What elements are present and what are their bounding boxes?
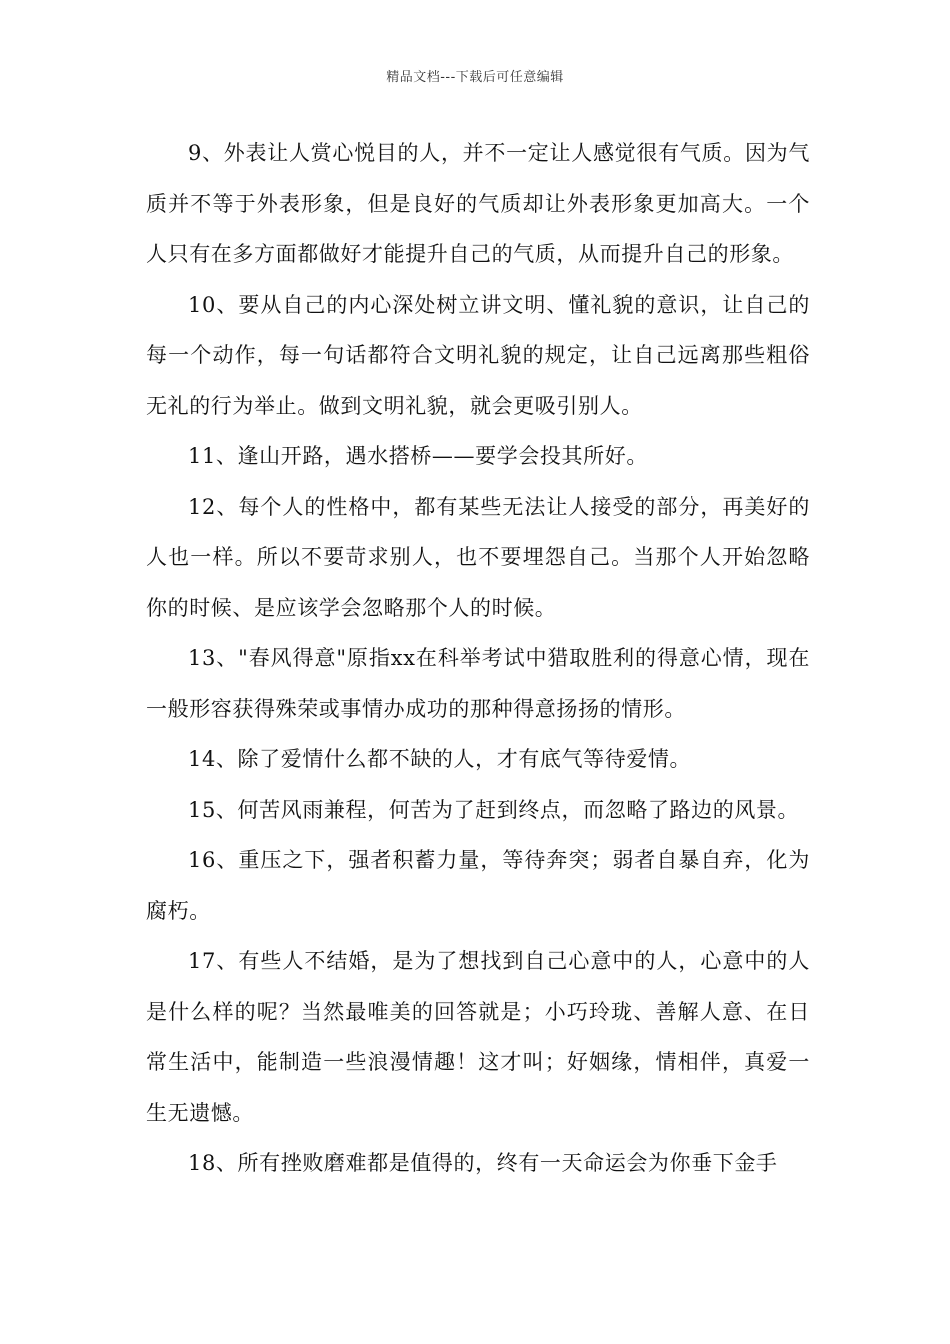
paragraph-13: 13、"春风得意"原指xx在科举考试中猎取胜利的得意心情，现在一般形容获得殊荣或事情办成功的那种得意扬扬的情形。 (146, 646, 810, 721)
paragraph-15: 15、何苦风雨兼程，何苦为了赶到终点，而忽略了路边的风景。 (188, 797, 800, 822)
paragraph-9: 9、外表让人赏心悦目的人，并不一定让人感觉很有气质。因为气质并不等于外表形象，但是良好的气质却让外表形象更加高大。一个人只有在多方面都做好才能提升自己的气质，从而提升自己的形象。 (146, 141, 810, 266)
page-header: 精品文档---下载后可任意编辑 (386, 70, 564, 85)
paragraph-17: 17、有些人不结婚，是为了想找到自己心意中的人，心意中的人是什么样的呢？当然最唯美的回答就是；小巧玲珑、善解人意、在日常生活中，能制造一些浪漫情趣！这才叫；好姻缘，情相伴，真爱一生无遗憾。 (146, 949, 810, 1125)
document-body (146, 128, 810, 1189)
paragraph-10: 10、要从自己的内心深处树立讲文明、懂礼貌的意识，让自己的每一个动作，每一句话都符合文明礼貌的规定，让自己远离那些粗俗无礼的行为举止。做到文明礼貌，就会更吸引别人。 (146, 292, 810, 418)
paragraph-16: 16、重压之下，强者积蓄力量，等待奔突；弱者自暴自弃，化为腐朽。 (146, 848, 810, 923)
paragraph-14: 14、除了爱情什么都不缺的人，才有底气等待爱情。 (188, 747, 692, 771)
paragraph-11: 11、逢山开路，遇水搭桥——要学会投其所好。 (188, 444, 648, 468)
paragraph-12: 12、每个人的性格中，都有某些无法让人接受的部分，再美好的人也一样。所以不要苛求别人，也不要埋怨自己。当那个人开始忽略你的时候、是应该学会忽略那个人的时候。 (146, 494, 810, 620)
paragraph-18: 18、所有挫败磨难都是值得的，终有一天命运会为你垂下金手 (188, 1151, 778, 1175)
